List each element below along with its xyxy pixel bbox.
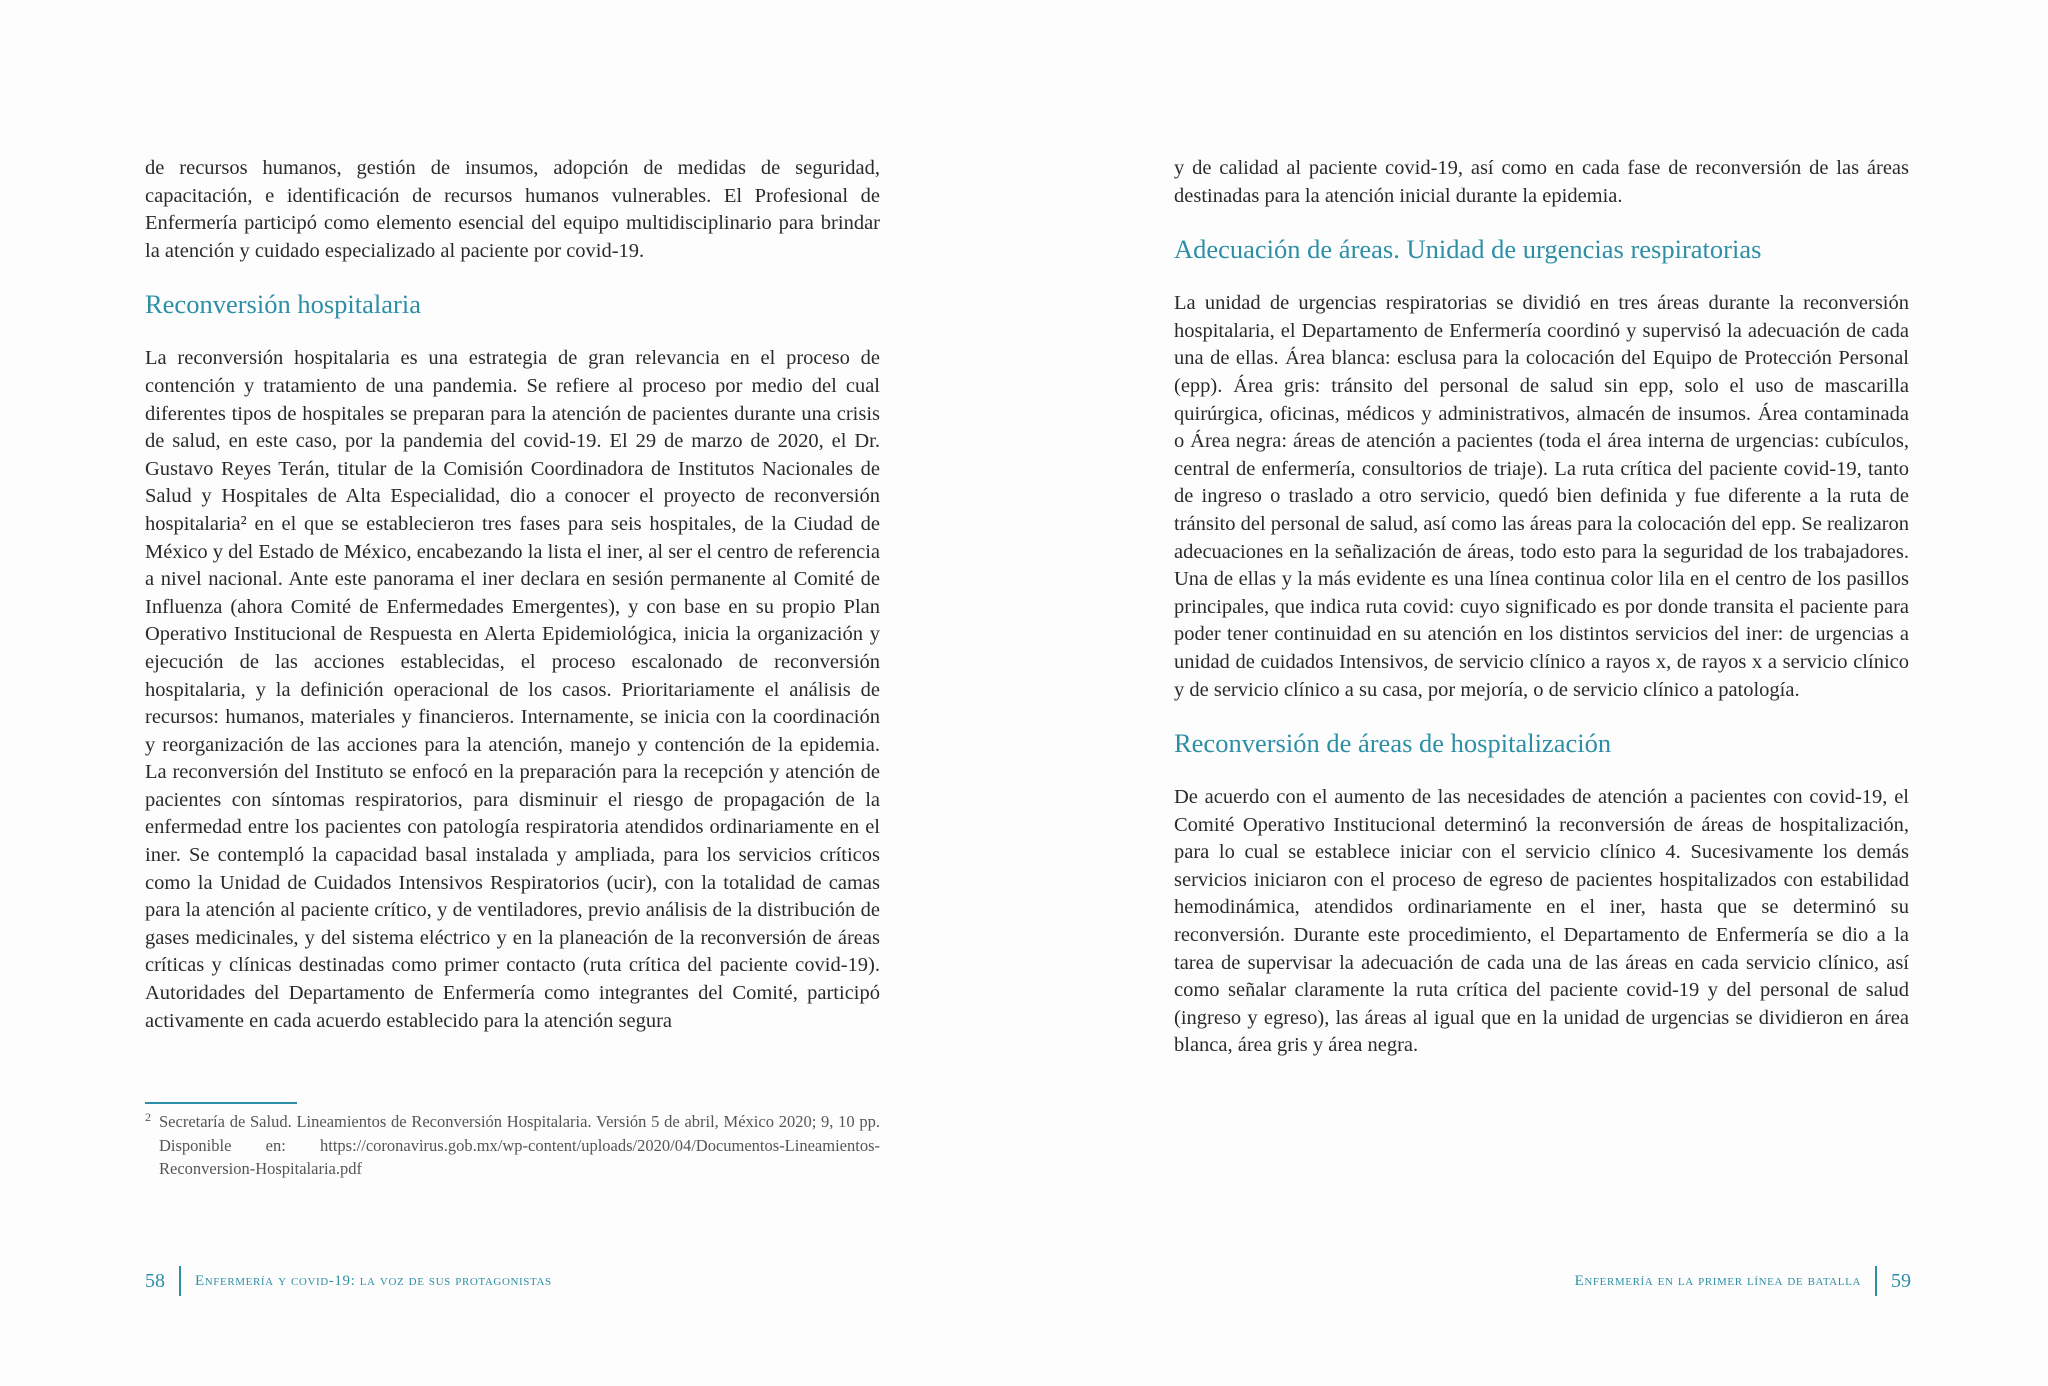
footnote-number: 2	[145, 1110, 151, 1124]
running-title: Enfermería y covid-19: la voz de sus protagonistas	[195, 1272, 552, 1289]
page-number: 58	[145, 1269, 165, 1292]
left-footer	[145, 1266, 552, 1296]
left-text-column	[145, 155, 880, 1035]
body-paragraph-urgencias: La unidad de urgencias respiratorias se dividió en tres áreas durante la reconversión hospitalaria, el Departamento de Enfermería coordinó y supervisó la adecuación de cada una de ellas. Área blanca: esclusa para la colocación del Equipo de Protección Personal (epp). Área gris: tránsito del personal de salud sin epp, solo el uso de mascarilla quirúrgica, oficinas, médicos y administrativos, almacén de insumos. Área contaminada o Área negra: áreas de atención a pacientes (toda el área interna de urgencias: cubículos, central de enfermería, consultorios de triaje). La ruta crítica del paciente covid-19, tanto de ingreso o traslado a otro servicio, quedó bien definida y fue diferente a la ruta de tránsito del personal de salud, así como las áreas para la colocación del epp. Se realizaron adecuaciones en la señalización de áreas, todo esto para la seguridad de los trabajadores. Una de ellas y la más evidente es una línea continua color lila en el centro de los pasillos principales, que indica ruta covid: cuyo significado es por donde transita el paciente para poder tener continuidad en su atención en los distintos servicios del iner: de urgencias a unidad de cuidados Intensivos, de servicio clínico a rayos x, de rayos x a servicio clínico y de servicio clínico a su casa, por mejoría, o de servicio clínico a patología.	[1174, 292, 1909, 701]
right-page	[1024, 0, 2048, 1386]
footnote	[145, 1110, 880, 1181]
section-heading-reconversion-hospitalaria: Reconversión hospitalaria	[145, 289, 421, 320]
intro-paragraph: de recursos humanos, gestión de insumos, adopción de medidas de seguridad, capacitación, e identificación de recursos humanos vulnerables. El Profesional de Enfermería participó como elemento esencial del equipo multidisciplinario para brindar la atención y cuidado especializado al paciente por covid-19.	[145, 157, 880, 262]
page-number: 59	[1891, 1269, 1911, 1292]
running-title: Enfermería en la primer línea de batalla	[1574, 1272, 1861, 1289]
footer-separator	[1875, 1266, 1877, 1296]
right-text-column	[1174, 155, 1909, 1060]
intro-paragraph: y de calidad al paciente covid-19, así como en cada fase de reconversión de las áreas destinadas para la atención inicial durante la epidemia.	[1174, 157, 1909, 207]
footer-separator	[179, 1266, 181, 1296]
body-paragraph: La reconversión hospitalaria es una estrategia de gran relevancia en el proceso de contención y tratamiento de una pandemia. Se refiere al proceso por medio del cual diferentes tipos de hospitales se preparan para la atención de pacientes durante una crisis de salud, en este caso, por la pandemia del covid-19. El 29 de marzo de 2020, el Dr. Gustavo Reyes Terán, titular de la Comisión Coordinadora de Institutos Nacionales de Salud y Hospitales de Alta Especialidad, dio a conocer el proyecto de reconversión hospitalaria² en el que se establecieron tres fases para seis hospitales, de la Ciudad de México y del Estado de México, encabezando la lista el iner, al ser el centro de referencia a nivel nacional. Ante este panorama el iner declara en sesión permanente al Comité de Influenza (ahora Comité de Enfermedades Emergentes), y con base en su propio Plan Operativo Institucional de Respuesta en Alerta Epidemiológica, inicia la organización y ejecución de las acciones establecidas, el proceso escalonado de reconversión hospitalaria, y la definición operacional de los casos. Prioritariamente el análisis de recursos: humanos, materiales y financieros. Internamente, se inicia con la coordinación y reorganización de las acciones para la atención, manejo y contención de la epidemia. La reconversión del Instituto se enfocó en la preparación para la recepción y atención de pacientes con síntomas respiratorios, para disminuir el riesgo de propagación de la enfermedad entre los pacientes con patología respiratoria atendidos ordinariamente en el iner. Se contempló la capacidad basal instalada y ampliada, para los servicios críticos como la Unidad de Cuidados Intensivos Respiratorios (ucir), con la totalidad de camas para la atención al paciente crítico, y de ventiladores, previo análisis de la distribución de gases medicinales, y del sistema eléctrico y en la planeación de la reconversión de áreas críticas y clínicas destinadas como primer contacto (ruta crítica del paciente covid-19). Autoridades del Departamento de Enfermería como integrantes del Comité, participó activamente en cada acuerdo establecido para la atención segura	[145, 347, 880, 1032]
section-heading-reconversion-hospitalizacion: Reconversión de áreas de hospitalización	[1174, 728, 1612, 759]
footnote-divider	[145, 1102, 297, 1104]
body-paragraph-hospitalizacion: De acuerdo con el aumento de las necesidades de atención a pacientes con covid-19, el Comité Operativo Institucional determinó la reconversión de áreas de hospitalización, para lo cual se establece iniciar con el servicio clínico 4. Sucesivamente los demás servicios iniciaron con el proceso de egreso de pacientes hospitalizados con estabilidad hemodinámica, atendidos ordinariamente en el iner, hasta que se determinó su reconversión. Durante este procedimiento, el Departamento de Enfermería se dio a la tarea de supervisar la adecuación de cada una de las áreas en cada servicio clínico, así como señalar claramente la ruta crítica del paciente covid-19 y del personal de salud (ingreso y egreso), las áreas al igual que en la unidad de urgencias se dividieron en área blanca, área gris y área negra.	[1174, 786, 1909, 1057]
footnote-text: Secretaría de Salud. Lineamientos de Reconversión Hospitalaria. Versión 5 de abril, México 2020; 9, 10 pp. Disponible en: https://coronavirus.gob.mx/wp-content/uploads/2020/04/Documentos-Lineamientos-Reconversion-Hospitalaria.pdf	[159, 1112, 880, 1178]
right-footer	[1575, 1266, 1911, 1296]
section-heading-adecuacion-de-areas: Adecuación de áreas. Unidad de urgencias respiratorias	[1174, 234, 1762, 265]
